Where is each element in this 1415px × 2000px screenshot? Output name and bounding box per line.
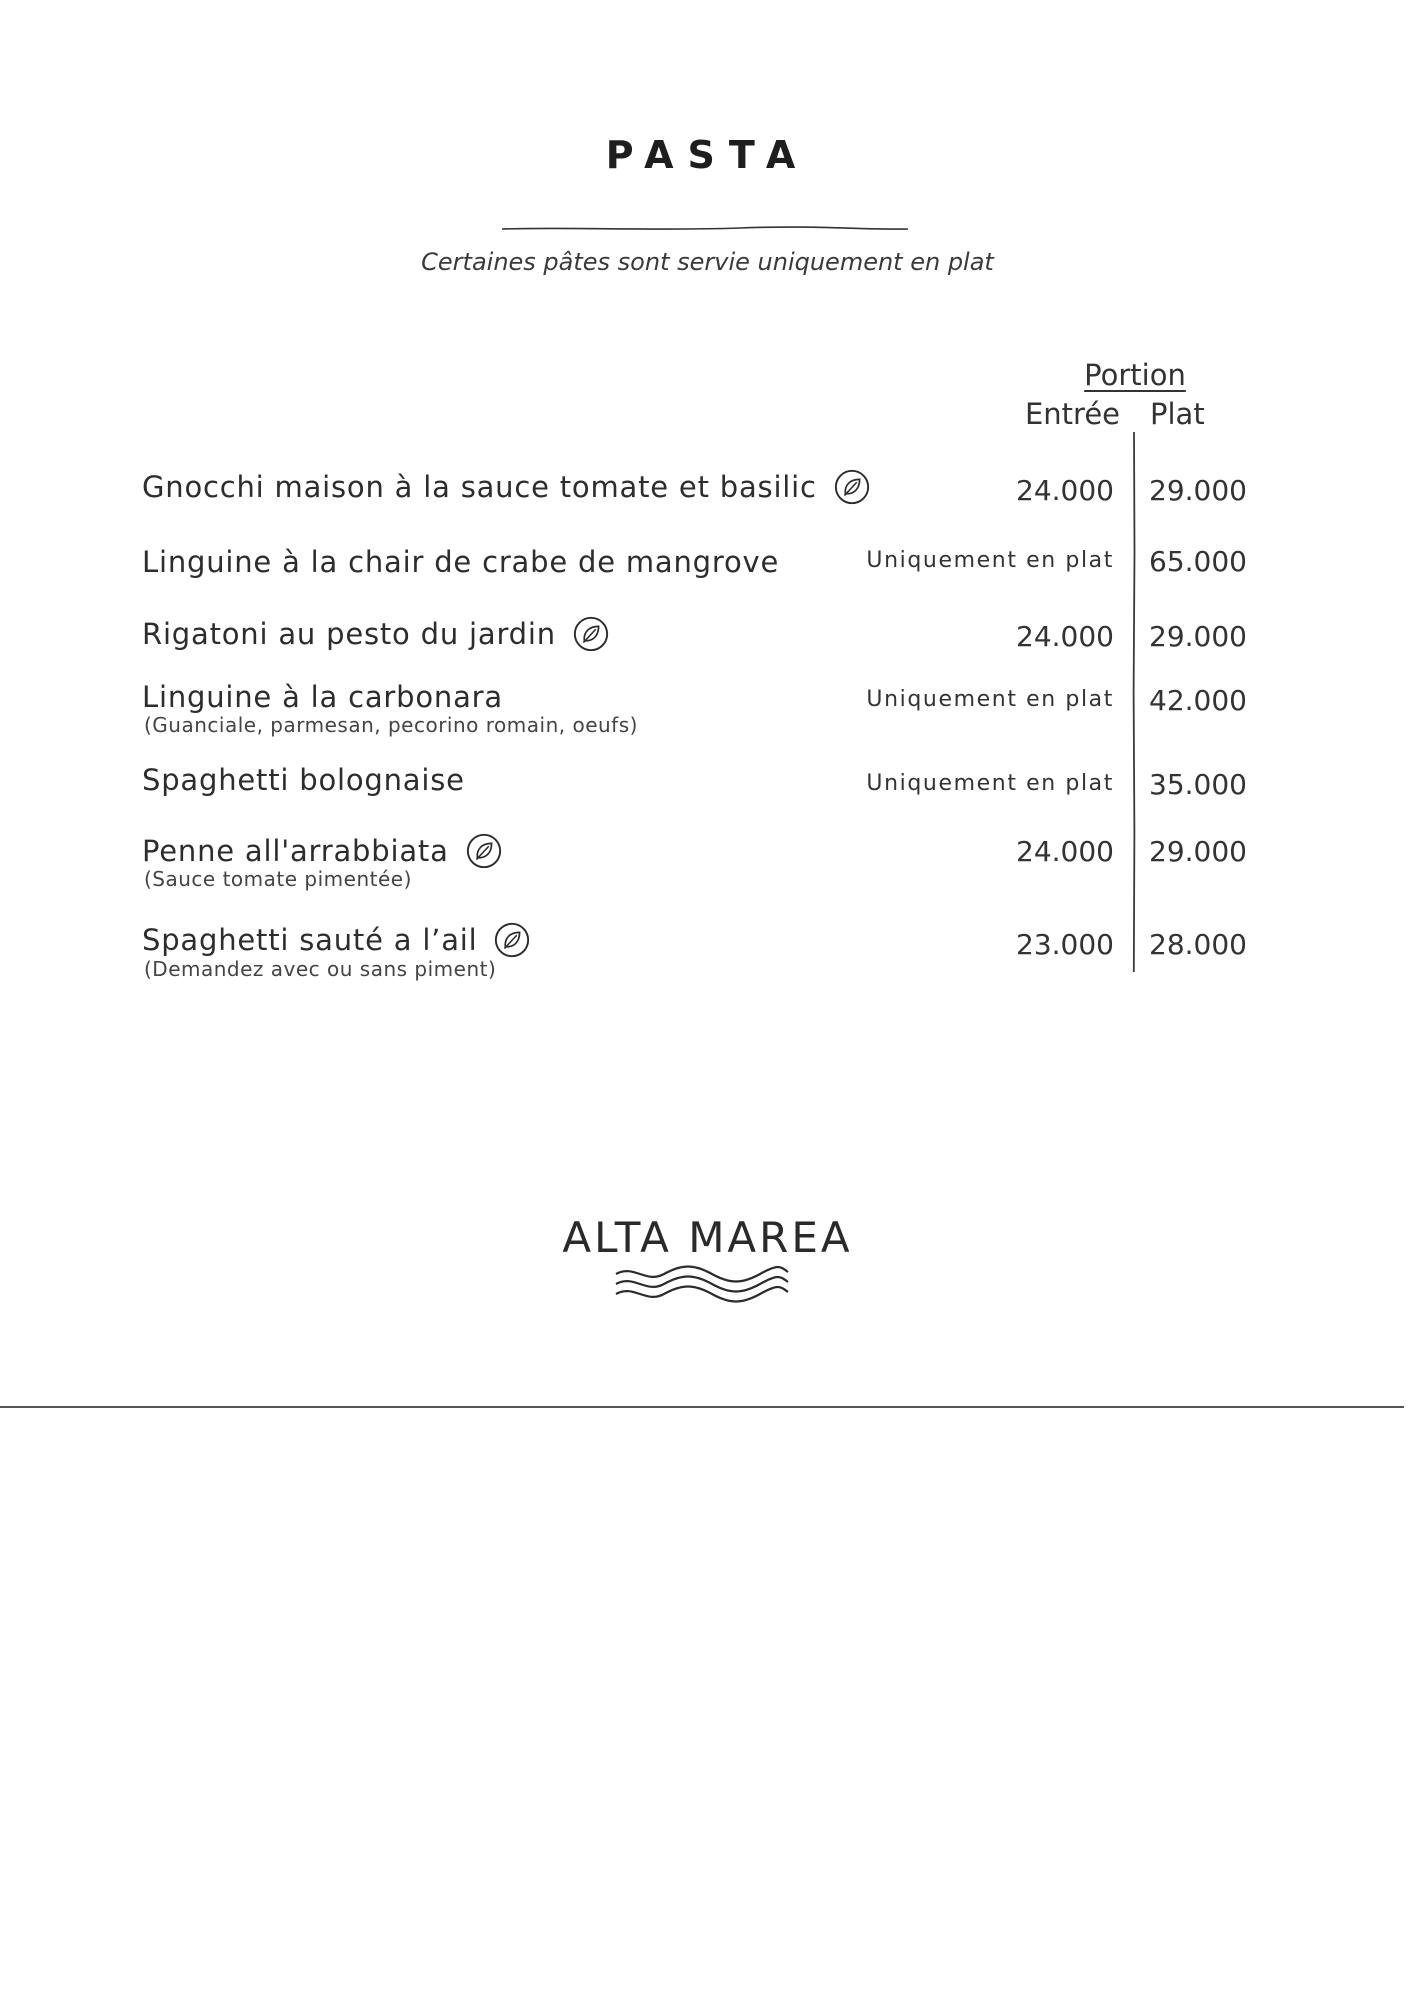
- menu-item: [142, 763, 465, 797]
- price-entree: 24.000: [1016, 835, 1114, 868]
- item-note: (Sauce tomate pimentée): [144, 867, 412, 891]
- menu-item: [142, 680, 503, 714]
- leaf-icon: [572, 615, 610, 653]
- menu-item: [142, 921, 531, 959]
- price-entree: Uniquement en plat: [866, 548, 1114, 573]
- item-name: Linguine à la chair de crabe de mangrove: [142, 545, 780, 579]
- price-plat: 29.000: [1149, 835, 1247, 868]
- menu-item: [142, 468, 871, 506]
- price-plat: 65.000: [1149, 545, 1247, 578]
- price-entree: Uniquement en plat: [866, 687, 1114, 712]
- item-name: Gnocchi maison à la sauce tomate et basilic: [142, 470, 817, 504]
- column-header-entree: Entrée: [1024, 397, 1120, 431]
- menu-item: [142, 545, 779, 579]
- column-header-plat: Plat: [1150, 397, 1205, 431]
- leaf-icon: [493, 921, 531, 959]
- price-plat: 29.000: [1149, 620, 1247, 653]
- item-name: Rigatoni au pesto du jardin: [142, 617, 556, 651]
- item-name: Spaghetti sauté a l’ail: [142, 923, 478, 957]
- item-note: (Guanciale, parmesan, pecorino romain, oeufs): [144, 713, 638, 737]
- menu-item: [142, 832, 503, 870]
- item-name: Linguine à la carbonara: [142, 680, 503, 714]
- item-name: Spaghetti bolognaise: [142, 763, 465, 797]
- price-entree: 24.000: [1016, 474, 1114, 507]
- title-divider: [500, 226, 910, 232]
- price-entree: Uniquement en plat: [866, 771, 1114, 796]
- section-title: PASTA: [605, 133, 810, 177]
- item-note: (Demandez avec ou sans piment): [144, 957, 497, 981]
- price-entree: 24.000: [1016, 620, 1114, 653]
- price-plat: 35.000: [1149, 768, 1247, 801]
- price-plat: 42.000: [1149, 684, 1247, 717]
- item-name: Penne all'arrabbiata: [142, 834, 449, 868]
- price-plat: 28.000: [1149, 928, 1247, 961]
- brand-name: ALTA MAREA: [562, 1213, 853, 1262]
- menu-item: [142, 615, 610, 653]
- column-divider: [1130, 432, 1138, 972]
- leaf-icon: [465, 832, 503, 870]
- section-subtitle: Certaines pâtes sont servie uniquement en plat: [421, 248, 994, 276]
- page-bottom-rule: [0, 1406, 1404, 1408]
- price-entree: 23.000: [1016, 928, 1114, 961]
- column-header-portion: Portion: [1084, 358, 1186, 392]
- waves-icon: [612, 1262, 792, 1304]
- price-plat: 29.000: [1149, 474, 1247, 507]
